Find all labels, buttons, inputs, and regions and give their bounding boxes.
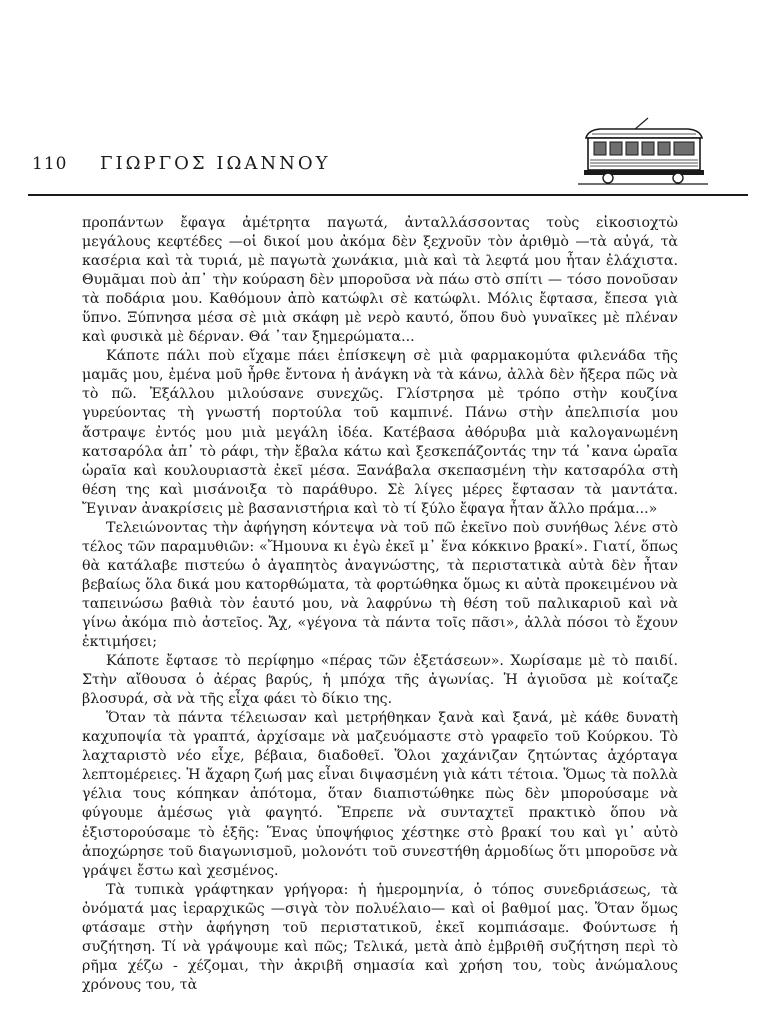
paragraph-5: Ὅταν τὰ πάντα τέλειωσαν καὶ μετρήθηκαν ξανὰ καὶ ξανά, μὲ κάθε δυνατὴ καχυποψία τὰ γραπτά, ἀρχίσαμε νὰ μαζευόμαστε στὸ γραφεῖο τοῦ Κούρκου. Τὸ λαχταριστὸ νέο εἶχε, βέβαια, διαδοθεῖ. Ὅλοι χαχάνιζαν ζητώντας ἀχόρταγα λεπτομέρειες. Ἡ ἄχαρη ζωή μας εἶναι διψασμένη γιὰ κάτι τέτοια. Ὅμως τὰ πολλὰ γέλια τους κόπηκαν ἀπότομα, ὅταν διαπιστώθηκε πὼς δὲν μπορούσαμε νὰ φύγουμε ἀμέσως γιὰ φαγητό. Ἔπρεπε νὰ συνταχτεῖ πρακτικὸ ὅπου νὰ ἐξιστορούσαμε τὸ ἐξῆς: Ἕνας ὑποψήφιος χέστηκε στὸ βρακί του καὶ γι᾿ αὐτὸ ἀποχώρησε τοῦ διαγωνισμοῦ, μολονότι τοῦ συνεστήθη ἁρμοδίως ὅτι μποροῦσε νὰ γράψει ἔστω καὶ χεσμένος.	[82, 710, 678, 879]
running-title: ΓΙΩΡΓΟΣ ΙΩΑΝΝΟΥ	[100, 153, 331, 174]
paragraph-3: Τελειώνοντας τὴν ἀφήγηση κόντεψα νὰ τοῦ πῶ ἐκεῖνο ποὺ συνήθως λένε στὸ τέλος τῶν παραμυθιῶν: «Ἤμουνα κι ἐγὼ ἐκεῖ μ᾿ ἕνα κόκκινο βρακί». Γιατί, ὅπως θὰ κατάλαβε πιστεύω ὁ ἀγαπητὸς ἀναγνώστης, τὰ περιστατικὰ αὐτὰ δὲν ἦταν βεβαίως ὅλα δικά μου κατορθώματα, τὰ φορτώθηκα ὅμως κι αὐτὰ προκειμένου νὰ ταπεινώσω βαθιὰ τὸν ἑαυτό μου, νὰ λαφρύνω τὴ θέση τοῦ παλικαριοῦ καὶ νὰ γίνω ἀκόμα πιὸ ἀστεῖος. Ἄχ, «γέγονα τὰ πάντα τοῖς πᾶσι», ἀλλὰ πόσοι τὸ ἔχουν ἐκτιμήσει;	[82, 519, 678, 651]
page-number: 110	[32, 154, 68, 174]
paragraph-6: Τὰ τυπικὰ γράφτηκαν γρήγορα: ἡ ἡμερομηνία, ὁ τόπος συνεδριάσεως, τὰ ὀνόματά μας ἱεραρχικῶς —σιγὰ τὸν πολυέλαιο— καὶ οἱ βαθμοί μας. Ὅταν ὅμως φτάσαμε στὴν ἀφήγηση τοῦ περιστατικοῦ, ἐκεῖ κομπιάσαμε. Φούντωσε ἡ συζήτηση. Τί νὰ γράψουμε καὶ πῶς; Τελικά, μετὰ ἀπὸ ἐμβριθῆ συζήτηση περὶ τὸ ρῆμα χέζω - χέζομαι, τὴν ἀκριβῆ σημασία καὶ χρήση του, τοὺς ἀνώμαλους χρόνους του, τὰ	[82, 881, 678, 993]
body-text	[82, 214, 678, 995]
paragraph-2: Κάποτε πάλι ποὺ εἴχαμε πάει ἐπίσκεψη σὲ μιὰ φαρμακομύτα φιλενάδα τῆς μαμᾶς μου, ἐμένα μοῦ ἦρθε ἔντονα ἡ ἀνάγκη νὰ τὰ κάνω, ἀλλὰ δὲν ἤξερα πῶς νὰ τὸ πῶ. Ἐξάλλου μιλούσανε συνεχῶς. Γλίστρησα μὲ τρόπο στὴν κουζίνα γυρεύοντας τὴ γνωστή πορτούλα τοῦ καμπινέ. Πάνω στὴν ἀπελπισία μου ἄστραψε ἐντός μου μιὰ μεγάλη ἰδέα. Κατέβασα ἀθόρυβα μιὰ καλογανωμένη κατσαρόλα ἀπ᾿ τὸ ράφι, τὴν ἔβαλα κάτω καὶ ξεσκεπάζοντάς την τά ᾿κανα ὡραῖα ὡραῖα καὶ κουλουριαστὰ ἐκεῖ μέσα. Ξανάβαλα σκεπασμένη τὴν κατσαρόλα στὴ θέση της καὶ μισάνοιξα τὸ παράθυρο. Σὲ λίγες μέρες ἔφτασαν τὰ μαντάτα. Ἔγιναν ἀνακρίσεις μὲ βασανιστήρια καὶ τὸ τί ξύλο ἔφαγα ἦταν ἄλλο πράμα...»	[82, 348, 678, 517]
tram-icon	[578, 116, 708, 186]
header-rule	[28, 194, 748, 196]
paragraph-4: Κάποτε ἔφτασε τὸ περίφημο «πέρας τῶν ἐξετάσεων». Χωρίσαμε μὲ τὸ παιδί. Στὴν αἴθουσα ὁ ἀέρας βαρύς, ἡ μπόχα τῆς ἀγωνίας. Ἡ ἁγιοῦσα μὲ κοίταζε βλοσυρά, σὰ νὰ τῆς εἶχα φάει τὸ δίκιο της.	[82, 653, 678, 708]
paragraph-1: προπάντων ἔφαγα ἀμέτρητα παγωτά, ἀνταλλάσσοντας τοὺς εἰκοσιοχτὼ μεγάλους κεφτέδες —οἱ δικοί μου ἀκόμα δὲν ξεχνοῦν τὸν ἀριθμὸ —τὰ αὐγά, τὰ κασέρια καὶ τὰ τυριά, μὲ παγωτὰ χωνάκια, μιὰ καὶ τὰ λεφτά μου ἦταν ἐλάχιστα. Θυμᾶμαι ποὺ ἀπ᾿ τὴν κούραση δὲν μποροῦσα νὰ πάω στὸ σπίτι — τόσο πονοῦσαν τὰ ποδάρια μου. Καθόμουν ἀπὸ κατώφλι σὲ κατώφλι. Μόλις ἔφτασα, ἔπεσα γιὰ ὕπνο. Ξύπνησα μέσα σὲ μιὰ σκάφη μὲ νερὸ καυτό, ὅπου δυὸ γυναῖκες μὲ πλέναν καὶ φυσικὰ μὲ δέρναν. Θά ᾿ταν ξημερώματα...	[82, 215, 678, 346]
